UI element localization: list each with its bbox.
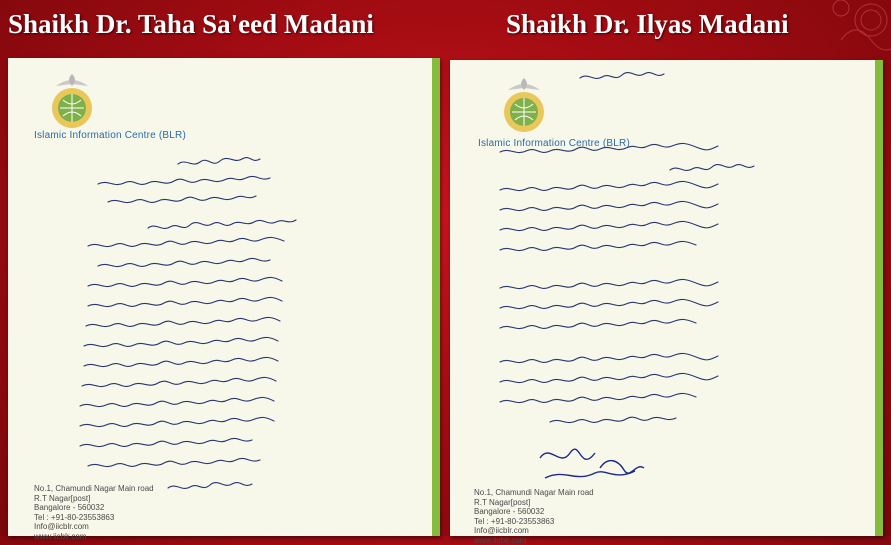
left-title: Shaikh Dr. Taha Sa'eed Madani bbox=[8, 9, 374, 39]
letterhead-side-bar bbox=[432, 58, 440, 536]
letterhead-address: No.1, Chamundi Nagar Main road R.T Nagar[post] Bangalore - 560032 Tel : +91-80-23553863 Info@iicblr.com www.iicblr.com bbox=[34, 484, 154, 541]
org-name: Islamic Information Centre (BLR) bbox=[478, 138, 631, 149]
right-title: Shaikh Dr. Ilyas Madani bbox=[506, 9, 789, 39]
letterhead-address: No.1, Chamundi Nagar Main road R.T Nagar[post] Bangalore - 560032 Tel : +91-80-23553863 Info@iicblr.com www.iicblr.com bbox=[474, 488, 594, 545]
handwritten-urdu-text bbox=[28, 148, 428, 508]
org-name: Islamic Information Centre (BLR) bbox=[34, 130, 187, 141]
letter-left bbox=[8, 58, 440, 541]
iic-logo-icon bbox=[38, 72, 106, 134]
signature-icon bbox=[530, 438, 670, 488]
handwritten-urdu-text bbox=[490, 66, 880, 436]
corner-ornament-icon bbox=[781, 0, 891, 60]
letter-right bbox=[450, 60, 883, 545]
